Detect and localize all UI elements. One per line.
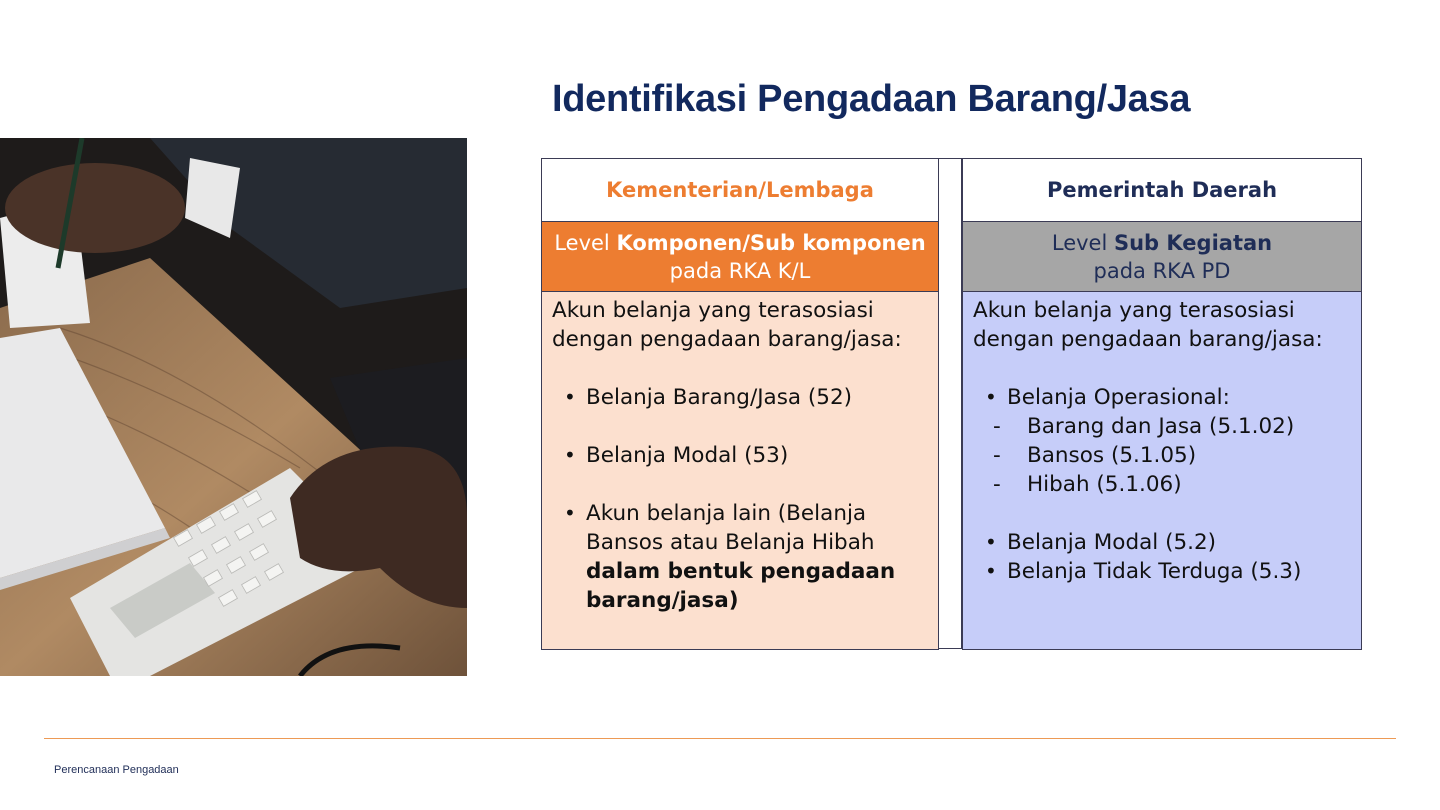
list-item: • Belanja Operasional: xyxy=(973,383,1351,412)
kl-level-post: pada RKA K/L xyxy=(669,258,811,283)
pd-header: Pemerintah Daerah xyxy=(962,158,1362,222)
list-item xyxy=(552,499,928,615)
column-gap xyxy=(938,158,962,649)
kl-column xyxy=(541,158,939,650)
list-item: - Barang dan Jasa (5.1.02) xyxy=(973,412,1351,441)
kl-header: Kementerian/Lembaga xyxy=(541,158,939,222)
kl-level-pre: Level xyxy=(554,230,617,255)
kl-level xyxy=(541,222,939,292)
kl-intro: Akun belanja yang terasosiasi dengan pengadaan barang/jasa: xyxy=(552,298,902,352)
calculator-photo xyxy=(0,138,467,676)
pd-sublist xyxy=(973,412,1351,499)
footer-divider xyxy=(44,738,1396,739)
list-item: - Bansos (5.1.05) xyxy=(973,441,1351,470)
page-title: Identifikasi Pengadaan Barang/Jasa xyxy=(552,78,1191,120)
footer-text: Perencanaan Pengadaan xyxy=(54,764,179,776)
pd-list-2 xyxy=(973,528,1351,586)
pd-level-bold: Sub Kegiatan xyxy=(1113,230,1273,255)
kl-item3-bold: dalam bentuk pengadaan barang/jasa) xyxy=(586,559,896,613)
kl-body xyxy=(541,292,939,650)
pd-body xyxy=(962,292,1362,650)
pd-list xyxy=(973,383,1351,412)
pd-intro: Akun belanja yang terasosiasi dengan pengadaan barang/jasa: xyxy=(973,298,1323,352)
pd-column xyxy=(962,158,1362,650)
list-item: • Belanja Modal (5.2) xyxy=(973,528,1351,557)
pd-level-pre: Level xyxy=(1051,230,1114,255)
list-item: • Belanja Tidak Terduga (5.3) xyxy=(973,557,1351,586)
kl-item3-plain: Akun belanja lain (Belanja Bansos atau Belanja Hibah xyxy=(586,501,875,555)
kl-level-bold: Komponen/Sub komponen xyxy=(616,230,926,255)
list-item: - Hibah (5.1.06) xyxy=(973,470,1351,499)
list-item: • Belanja Barang/Jasa (52) xyxy=(552,383,928,412)
kl-list xyxy=(552,383,928,615)
pd-level-post: pada RKA PD xyxy=(1093,258,1231,283)
list-item: • Belanja Modal (53) xyxy=(552,441,928,470)
pd-level xyxy=(962,222,1362,292)
